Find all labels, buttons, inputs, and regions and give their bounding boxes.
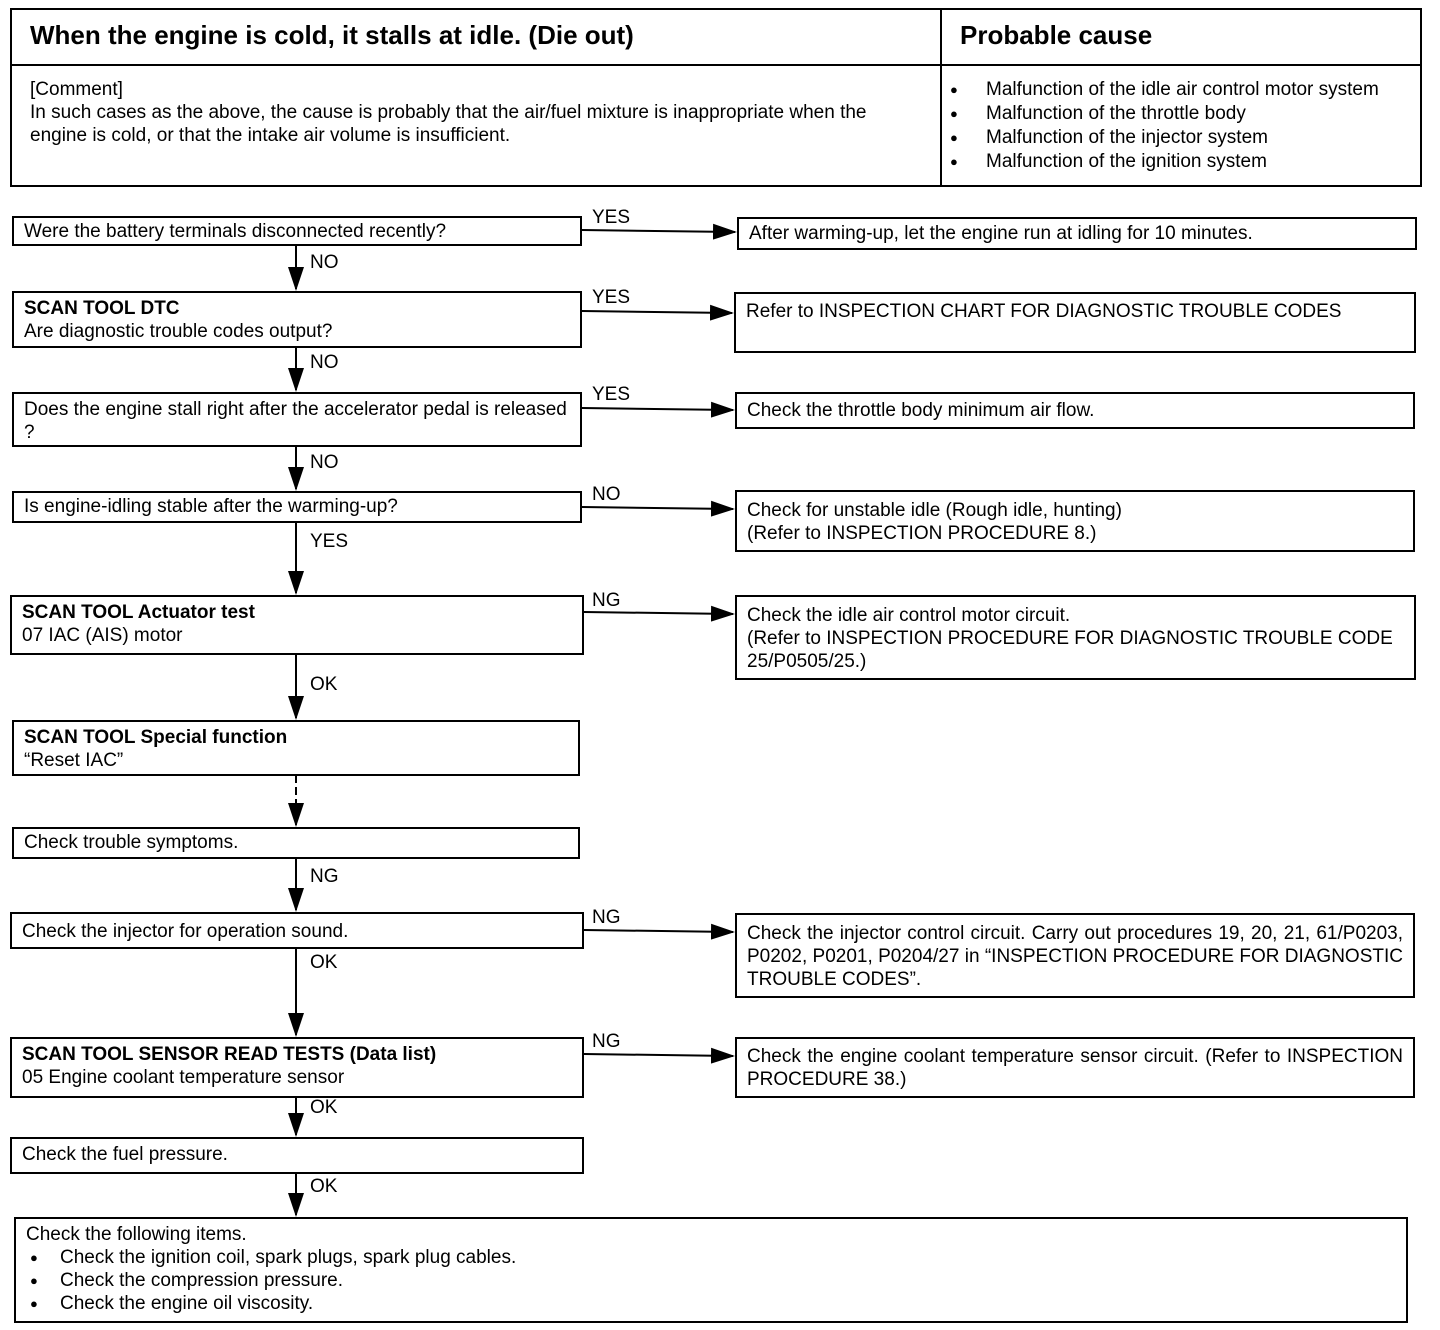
arrow-right — [584, 1054, 733, 1056]
step-text: “Reset IAC” — [24, 750, 124, 771]
comment-label: [Comment] — [30, 79, 123, 100]
result-warmup: After warming-up, let the engine run at idling for 10 minutes. — [737, 217, 1417, 250]
down-label: NO — [310, 352, 339, 373]
arrow-right — [584, 612, 733, 614]
result-unstable-idle: Check for unstable idle (Rough idle, hunting) (Refer to INSPECTION PROCEDURE 8.) — [735, 490, 1415, 552]
result-dtc: Refer to INSPECTION CHART FOR DIAGNOSTIC TROUBLE CODES — [734, 292, 1416, 353]
down-label: OK — [310, 674, 338, 695]
final-item: ● Check the engine oil viscosity. — [26, 1292, 1396, 1315]
step-heading: SCAN TOOL SENSOR READ TESTS (Data list) — [22, 1044, 437, 1065]
step-text: Check the fuel pressure. — [22, 1144, 228, 1165]
step-symptoms — [12, 827, 580, 859]
branch-label: YES — [592, 287, 631, 308]
down-label: NO — [310, 252, 339, 273]
step-text: Check the injector for operation sound. — [22, 921, 349, 942]
arrow-right — [582, 311, 732, 313]
cause-item: ● Malfunction of the throttle body — [946, 102, 1418, 126]
result-iac-circuit: Check the idle air control motor circuit. (Refer to INSPECTION PROCEDURE FOR DIAGNOSTIC TROUBLE CODE 25/P0505/25.) — [735, 595, 1416, 680]
result-injector-circuit: Check the injector control circuit. Carry out procedures 19, 20, 21, 61/P0203, P0202, P0201, P0204/27 in “INSPECTION PROCEDURE FOR DIAGNOSTIC TROUBLE CODES”. — [735, 913, 1415, 998]
step-heading: SCAN TOOL Actuator test — [22, 602, 255, 623]
down-label: YES — [310, 531, 349, 552]
step-fuel — [10, 1137, 584, 1174]
arrow-right — [582, 507, 733, 509]
arrow-right — [584, 930, 733, 932]
down-label: OK — [310, 1097, 338, 1118]
probable-cause-title: Probable cause — [942, 10, 1422, 66]
branch-label: YES — [592, 384, 631, 405]
result-coolant-sensor: Check the engine coolant temperature sensor circuit. (Refer to INSPECTION PROCEDURE 38.) — [735, 1037, 1415, 1098]
final-checks — [14, 1217, 1408, 1323]
step-text: Does the engine stall right after the accelerator pedal is released ? — [24, 399, 567, 443]
step-stall — [12, 392, 582, 447]
step-text: Is engine-idling stable after the warming-up? — [24, 496, 398, 517]
branch-label: NG — [592, 1031, 621, 1052]
result-throttle: Check the throttle body minimum air flow. — [735, 392, 1415, 429]
branch-label: NG — [592, 590, 621, 611]
down-label: OK — [310, 1176, 338, 1197]
comment-text: In such cases as the above, the cause is probably that the air/fuel mixture is inappropriate when the engine is cold, or that the intake air volume is insufficient. — [30, 102, 867, 146]
step-text: 05 Engine coolant temperature sensor — [22, 1067, 345, 1088]
step-reset — [12, 720, 580, 776]
final-item: ● Check the compression pressure. — [26, 1269, 1396, 1292]
step-battery — [12, 216, 582, 246]
branch-label: YES — [592, 207, 631, 228]
final-list — [26, 1246, 1396, 1315]
final-item: ● Check the ignition coil, spark plugs, spark plug cables. — [26, 1246, 1396, 1269]
branch-label: NO — [592, 484, 621, 505]
step-actuator — [10, 595, 584, 655]
cause-item: ● Malfunction of the ignition system — [946, 150, 1418, 174]
down-label: NG — [310, 866, 339, 887]
step-text: Are diagnostic trouble codes output? — [24, 321, 333, 342]
branch-label: NG — [592, 907, 621, 928]
step-injector — [10, 912, 584, 949]
down-label: NO — [310, 452, 339, 473]
step-sensor — [10, 1037, 584, 1098]
step-text: Check trouble symptoms. — [24, 832, 239, 853]
step-text: Were the battery terminals disconnected recently? — [24, 221, 447, 242]
cause-item: ● Malfunction of the injector system — [946, 126, 1418, 150]
step-text: 07 IAC (AIS) motor — [22, 625, 183, 646]
step-heading: SCAN TOOL DTC — [24, 298, 180, 319]
step-idling — [12, 491, 582, 523]
down-label: OK — [310, 952, 338, 973]
step-dtc — [12, 291, 582, 348]
final-title: Check the following items. — [26, 1224, 247, 1245]
step-heading: SCAN TOOL Special function — [24, 727, 288, 748]
symptom-title: When the engine is cold, it stalls at idle. (Die out) — [12, 10, 942, 66]
arrow-right — [582, 230, 735, 232]
cause-item: ● Malfunction of the idle air control motor system — [946, 78, 1418, 102]
arrow-right — [582, 408, 733, 410]
